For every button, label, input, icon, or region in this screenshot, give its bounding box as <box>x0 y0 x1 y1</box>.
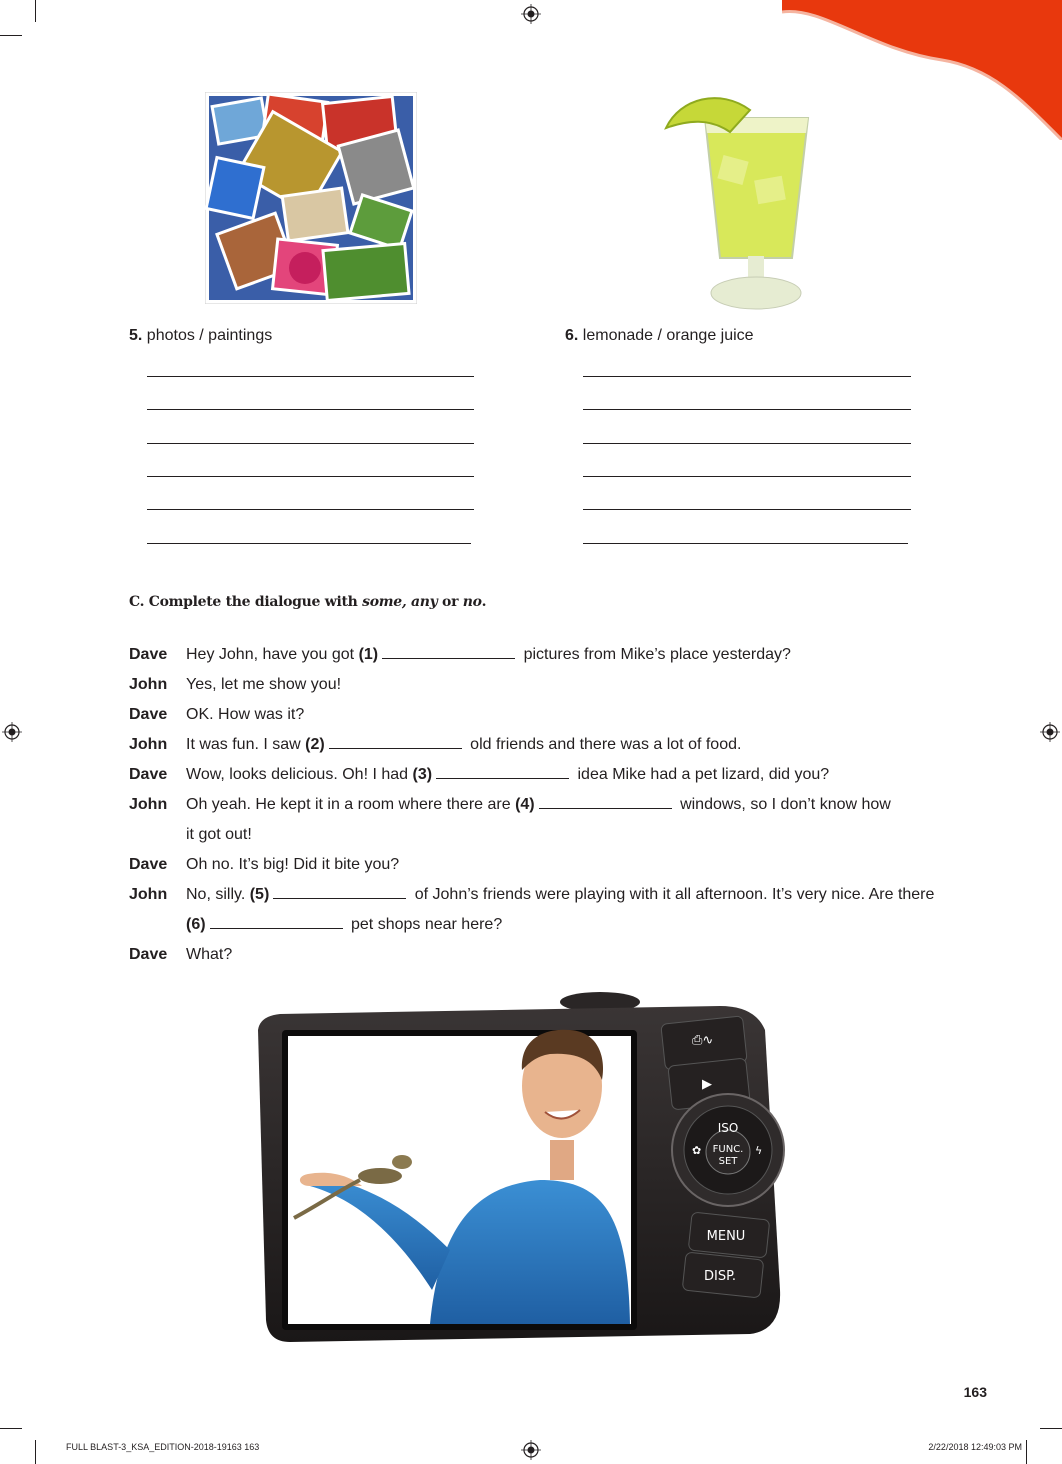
answer-line[interactable] <box>147 543 471 544</box>
dialogue-text <box>186 884 934 906</box>
speaker-name: Dave <box>129 766 168 783</box>
speaker-name: John <box>129 676 168 693</box>
func-label: FUNC. <box>712 1144 744 1155</box>
gap-number: (5) <box>249 886 270 903</box>
registration-mark-icon <box>521 1440 541 1460</box>
gap-blank[interactable] <box>539 794 672 809</box>
registration-mark-icon <box>2 722 22 742</box>
dialogue-text: it got out! <box>186 826 252 843</box>
dialogue-text: OK. How was it? <box>186 706 305 723</box>
item-text: lemonade / orange juice <box>582 327 754 344</box>
disp-button-label: DISP. <box>703 1269 737 1284</box>
instruction-text: . <box>481 594 487 610</box>
print-icon: ⎙∿ <box>692 1033 714 1048</box>
answer-line[interactable] <box>147 509 474 510</box>
instruction-word: no <box>462 594 482 610</box>
dialogue-text: What? <box>186 946 233 963</box>
answer-line[interactable] <box>583 409 911 410</box>
crop-mark <box>0 1428 22 1429</box>
instruction-word: some, any <box>362 594 438 610</box>
instruction-text: C. Complete the dialogue with <box>129 594 363 610</box>
gap-number: (6) <box>186 916 206 933</box>
macro-icon: ✿ <box>692 1144 702 1157</box>
dialogue-text <box>186 764 829 786</box>
photo-collage-image <box>205 92 417 304</box>
dialogue-text <box>186 644 791 666</box>
speaker-name: John <box>129 796 168 813</box>
dialogue-text: Oh no. It’s big! Did it bite you? <box>186 856 400 873</box>
playback-icon: ▶ <box>702 1077 712 1092</box>
text-before: No, silly. <box>186 886 250 903</box>
red-corner-decoration <box>782 0 1062 140</box>
speaker-name: Dave <box>129 946 168 963</box>
item-number: 6. <box>565 327 579 344</box>
crop-mark <box>35 1440 36 1464</box>
text-before: Hey John, have you got <box>186 646 359 663</box>
item-number: 5. <box>129 327 143 344</box>
text-after: pictures from Mike’s place yesterday? <box>519 646 791 663</box>
gap-blank[interactable] <box>382 644 515 659</box>
answer-line[interactable] <box>583 443 911 444</box>
text-after: idea Mike had a pet lizard, did you? <box>573 766 830 783</box>
gap-number: (4) <box>515 796 535 813</box>
gap-number: (2) <box>305 736 325 753</box>
registration-mark-icon <box>1040 722 1060 742</box>
dialogue-text <box>186 734 741 756</box>
crop-mark <box>35 0 36 22</box>
page-number: 163 <box>963 1384 987 1400</box>
answer-line[interactable] <box>147 476 474 477</box>
gap-number: (1) <box>358 646 379 663</box>
iso-label: ISO <box>717 1121 739 1135</box>
text-before: It was fun. I saw <box>186 736 306 753</box>
crop-mark <box>1026 1440 1027 1464</box>
lemonade-glass-image <box>660 88 822 316</box>
speaker-name: Dave <box>129 856 168 873</box>
gap-blank[interactable] <box>210 914 343 929</box>
text-before: Oh yeah. He kept it in a room where there are <box>186 796 516 813</box>
answer-line[interactable] <box>583 376 911 377</box>
print-slug-right: 2/22/2018 12:49:03 PM <box>928 1442 1022 1452</box>
flash-icon: ϟ <box>755 1144 763 1157</box>
print-slug-left: FULL BLAST-3_KSA_EDITION-2018-19163 163 <box>66 1442 260 1452</box>
speaker-name: Dave <box>129 706 168 723</box>
gap-blank[interactable] <box>436 764 569 779</box>
exercise-item-6 <box>565 327 754 345</box>
answer-line[interactable] <box>583 476 911 477</box>
text-after: pet shops near here? <box>346 916 503 933</box>
answer-line[interactable] <box>147 409 474 410</box>
speaker-name: John <box>129 736 168 753</box>
item-text: photos / paintings <box>146 327 273 344</box>
gap-number: (3) <box>412 766 433 783</box>
camera-image <box>250 990 790 1346</box>
dialogue-text: Yes, let me show you! <box>186 676 342 693</box>
gap-blank[interactable] <box>273 884 406 899</box>
gap-blank[interactable] <box>329 734 462 749</box>
answer-line[interactable] <box>147 376 474 377</box>
registration-mark-icon <box>521 4 541 24</box>
answer-line[interactable] <box>583 543 908 544</box>
exercise-item-5 <box>129 327 272 345</box>
text-after: of John’s friends were playing with it all afternoon. It’s very nice. Are there <box>410 886 935 903</box>
crop-mark <box>1040 1428 1062 1429</box>
set-label: SET <box>718 1156 738 1167</box>
dialogue-text <box>186 914 502 936</box>
dialogue-text <box>186 794 891 816</box>
instruction-text: or <box>437 594 463 610</box>
text-before: Wow, looks delicious. Oh! I had <box>186 766 413 783</box>
menu-button-label: MENU <box>706 1229 746 1244</box>
answer-line[interactable] <box>583 509 911 510</box>
text-after: windows, so I don’t know how <box>675 796 891 813</box>
speaker-name: Dave <box>129 646 168 663</box>
section-c-instruction <box>129 594 486 610</box>
answer-line[interactable] <box>147 443 474 444</box>
text-after: old friends and there was a lot of food. <box>465 736 742 753</box>
crop-mark <box>0 35 22 36</box>
speaker-name: John <box>129 886 168 903</box>
